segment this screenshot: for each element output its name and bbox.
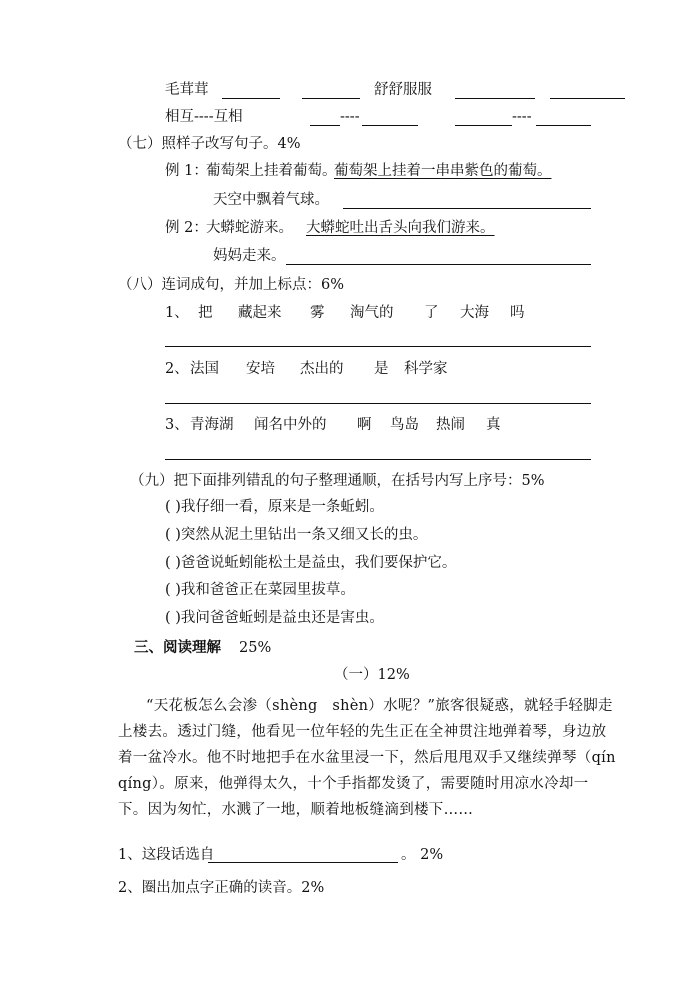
section7-heading: （七）照样子改写句子。4% <box>118 136 301 152</box>
question-2: 2、圈出加点字正确的读音。2% <box>118 880 325 896</box>
word-tile: 了 <box>424 305 439 321</box>
word-tile: 雾 <box>310 305 325 321</box>
word-tile: 科学家 <box>404 361 448 377</box>
example2-answer: 大蟒蛇吐出舌头向我们游来。 <box>306 220 495 236</box>
example1-text: 葡萄架上挂着葡萄。 <box>206 163 337 179</box>
order-item[interactable]: ( )我问爸爸蚯蚓是益虫还是害虫。 <box>165 610 384 626</box>
section3-score: 25% <box>239 640 272 656</box>
example2-text: 大蟒蛇游来。 <box>206 220 293 236</box>
word-shushufufu: 舒舒服服 <box>374 82 432 98</box>
question7-1: 天空中飘着气球。 <box>213 192 329 208</box>
word-tile: 安培 <box>246 361 275 377</box>
order-item[interactable]: ( )我仔细一看，原来是一条蚯蚓。 <box>165 499 384 515</box>
question-1: 1、这段话选自 <box>118 847 215 863</box>
word-tile: 鸟岛 <box>390 417 419 433</box>
word-maorongrong: 毛茸茸 <box>165 82 209 98</box>
answer-blank[interactable] <box>362 125 418 126</box>
order-item[interactable]: ( )爸爸说蚯蚓能松土是益虫，我们要保护它。 <box>165 555 457 571</box>
answer-blank[interactable] <box>455 125 512 126</box>
section8-heading: （八）连词成句，并加上标点：6% <box>118 277 345 293</box>
answer-line[interactable] <box>286 264 591 265</box>
question-1-score: 。 2% <box>401 847 444 863</box>
word-tile: 藏起来 <box>238 305 282 321</box>
order-item[interactable]: ( )突然从泥土里钻出一条又细又长的虫。 <box>165 527 428 543</box>
answer-line[interactable] <box>165 346 591 347</box>
example1-label: 例 1： <box>165 163 208 179</box>
word-tile: 真 <box>486 417 501 433</box>
example2-label: 例 2： <box>165 220 208 236</box>
passage-subheading: （一）12% <box>334 667 410 683</box>
word-tile: 是 <box>374 361 389 377</box>
order-item[interactable]: ( )我和爸爸正在菜园里拔草。 <box>165 582 355 598</box>
example1-answer: 葡萄架上挂着一串串紫色的葡萄。 <box>334 163 552 179</box>
word-xianghu: 相互----互相 <box>165 109 243 125</box>
reading-passage: “天花板怎么会渗（shèng shèn）水呢？”旅客很疑惑，就轻手轻脚走上楼去。透过门缝，他看见一位年轻的先生正在全神贯注地弹着琴，身边放着一盆冷水。他不时地把手在水盆里浸一下，然后甩甩双手又继续弹琴（qín qíng）。原来，他弹得太久，十个手指都发烫了，需要随时用凉水冷却一下。因为匆忙，水溅了一地，顺着地板缝滴到楼下…… <box>118 698 616 818</box>
section3-heading: 三、阅读理解 <box>134 639 221 656</box>
word-tile: 热闹 <box>436 417 465 433</box>
word-tile: 把 <box>198 305 213 321</box>
answer-line[interactable] <box>165 459 591 460</box>
answer-line[interactable] <box>208 862 398 863</box>
answer-blank[interactable] <box>302 98 360 99</box>
answer-blank[interactable] <box>536 125 591 126</box>
answer-blank[interactable] <box>222 98 280 99</box>
dash: ---- <box>340 109 360 125</box>
answer-blank[interactable] <box>455 98 535 99</box>
word-tile: 法国 <box>190 361 219 377</box>
answer-line[interactable] <box>165 403 591 404</box>
dash: ---- <box>512 109 532 125</box>
answer-blank[interactable] <box>310 125 340 126</box>
word-tile: 青海湖 <box>190 417 234 433</box>
word-tile: 大海 <box>460 305 489 321</box>
word-tile: 淘气的 <box>350 305 394 321</box>
section9-heading: （九）把下面排列错乱的句子整理通顺，在括号内写上序号：5% <box>130 473 545 489</box>
item-number: 2、 <box>165 361 189 377</box>
word-tile: 啊 <box>357 417 372 433</box>
word-tile: 杰出的 <box>300 361 344 377</box>
question7-2: 妈妈走来。 <box>213 248 286 264</box>
item-number: 1、 <box>165 305 189 321</box>
word-tile: 闻名中外的 <box>254 417 327 433</box>
item-number: 3、 <box>165 417 189 433</box>
word-tile: 吗 <box>510 305 525 321</box>
answer-line[interactable] <box>343 208 591 209</box>
answer-blank[interactable] <box>550 98 625 99</box>
